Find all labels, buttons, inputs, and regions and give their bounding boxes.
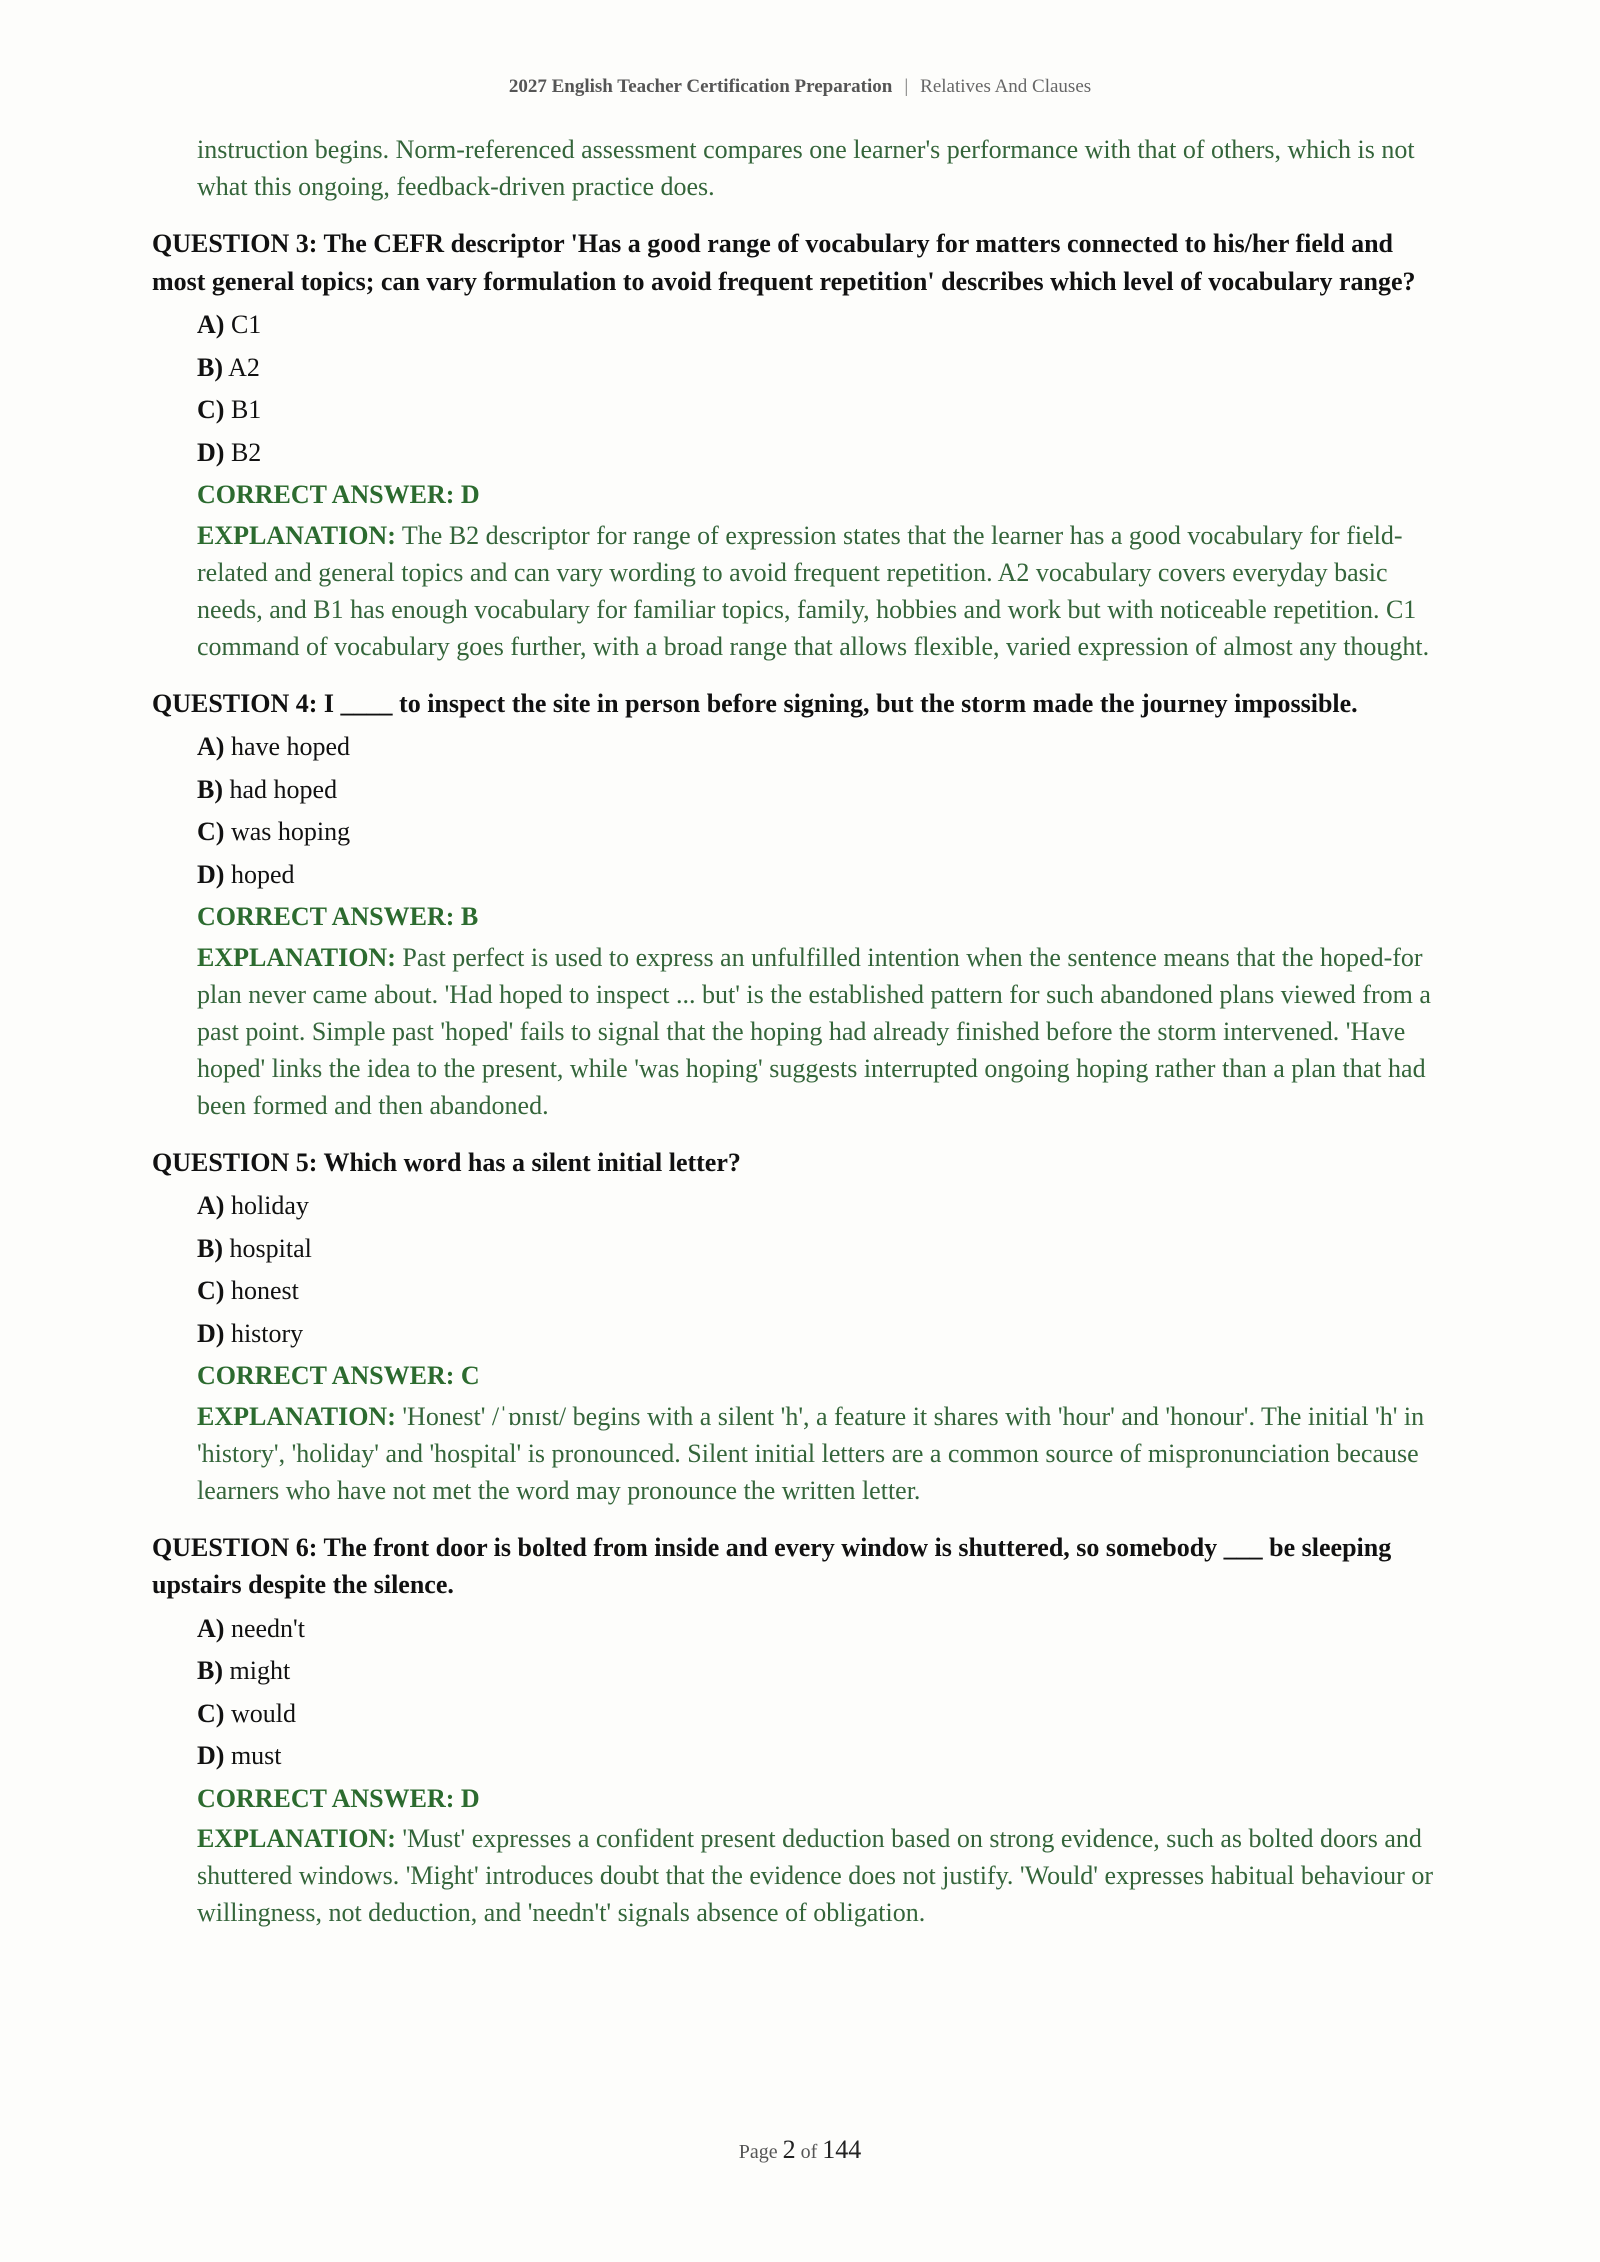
option-list: [152, 726, 1452, 896]
option-b: [197, 1650, 1452, 1693]
total-pages: 144: [822, 2135, 862, 2164]
option-letter: A): [197, 732, 225, 761]
option-letter: D): [197, 1318, 225, 1348]
option-a: [197, 1185, 1452, 1228]
explanation-label: EXPLANATION:: [197, 520, 396, 550]
current-page-number: 2: [782, 2135, 796, 2164]
option-c: [197, 1270, 1452, 1313]
question-block-5: [152, 1144, 1452, 1509]
option-letter: D): [197, 1741, 225, 1770]
option-text: would: [230, 1698, 296, 1728]
option-c: [197, 389, 1452, 432]
option-text: had hoped: [229, 774, 338, 804]
option-text: needn't: [230, 1613, 305, 1643]
option-b: [197, 1228, 1452, 1271]
option-text: have hoped: [230, 732, 351, 761]
option-b: [197, 347, 1452, 390]
option-text: holiday: [230, 1191, 309, 1220]
option-text: A2: [228, 352, 260, 382]
option-letter: C): [197, 817, 225, 846]
page-label: Page: [738, 2141, 778, 2163]
explanation-text: Past perfect is used to express an unfulfilled intention when the sentence means that the hoped-for plan never came about. 'Had hoped to inspect ... but' is the established pattern for such abandoned plans viewed from a past point. Simple past 'hoped' fails to signal that the hoping had already finished before the storm intervened. 'Have hoped' links the idea to the present, while 'was hoping' suggests interrupted ongoing hoping rather than a plan that had been formed and then abandoned.: [197, 942, 1431, 1120]
option-letter: A): [197, 1191, 225, 1220]
explanation-label: EXPLANATION:: [197, 1401, 396, 1431]
option-text: C1: [230, 310, 262, 339]
question-block-6: [152, 1529, 1452, 1932]
option-d: [197, 854, 1452, 897]
option-text: might: [229, 1656, 291, 1685]
question-stem: QUESTION 5: Which word has a silent initial letter?: [152, 1147, 741, 1177]
option-text: must: [230, 1741, 282, 1770]
explanation-label: EXPLANATION:: [197, 942, 396, 972]
header-separator: |: [904, 76, 909, 97]
option-a: [197, 1608, 1452, 1651]
option-letter: A): [197, 310, 225, 339]
option-text: hoped: [230, 859, 295, 889]
option-a: [197, 726, 1452, 769]
option-letter: B): [197, 1656, 223, 1685]
explanation: [152, 939, 1452, 1124]
option-a: [197, 304, 1452, 347]
explanation-text: 'Honest' /ˈɒnɪst/ begins with a silent 'h', a feature it shares with 'hour' and 'honour'. The initial 'h' in 'history', 'holiday' and 'hospital' is pronounced. Silent initial letters are a common source of mispronunciation because learners who have not met the word may pronounce the written letter.: [197, 1401, 1425, 1505]
option-d: [197, 1735, 1452, 1778]
page-of-label: of: [800, 2141, 818, 2163]
spacer: [152, 1124, 1452, 1144]
spacer: [152, 1509, 1452, 1529]
option-text: history: [230, 1318, 304, 1348]
option-b: [197, 769, 1452, 812]
spacer: [152, 665, 1452, 685]
question-stem: QUESTION 6: The front door is bolted from inside and every window is shuttered, so somebody ___ be sleeping upstairs despite the silence.: [152, 1532, 1392, 1599]
option-letter: C): [197, 395, 225, 424]
correct-answer: CORRECT ANSWER: D: [197, 1783, 480, 1813]
explanation-text: The B2 descriptor for range of expression states that the learner has a good vocabulary for field-related and general topics and can vary wording to avoid frequent repetition. A2 vocabulary covers everyday basic needs, and B1 has enough vocabulary for familiar topics, family, hobbies and work but with noticeable repetition. C1 command of vocabulary goes further, with a broad range that allows flexible, varied expression of almost any thought.: [197, 520, 1430, 661]
correct-answer: CORRECT ANSWER: B: [197, 902, 479, 931]
question-stem: QUESTION 4: I ____ to inspect the site in person before signing, but the storm made the journey impossible.: [152, 688, 1358, 718]
page-header: [0, 76, 1600, 98]
option-list: [152, 1185, 1452, 1355]
explanation: [152, 1398, 1452, 1509]
option-letter: B): [197, 774, 223, 804]
option-letter: C): [197, 1698, 225, 1728]
section-title: Relatives And Clauses: [920, 76, 1092, 97]
option-list: [152, 304, 1452, 474]
option-text: honest: [230, 1276, 299, 1305]
option-letter: B): [197, 352, 223, 382]
explanation: [152, 517, 1452, 665]
option-letter: D): [197, 437, 225, 467]
option-text: was hoping: [230, 817, 351, 846]
correct-answer: CORRECT ANSWER: D: [197, 480, 480, 509]
option-letter: B): [197, 1233, 223, 1263]
option-text: B1: [230, 395, 262, 424]
question-stem: QUESTION 3: The CEFR descriptor 'Has a good range of vocabulary for matters connected to his/her field and most general topics; can vary formulation to avoid frequent repetition' describes which level of vocabulary range?: [152, 229, 1416, 296]
carryover-explanation: instruction begins. Norm-referenced assessment compares one learner's performance with that of others, which is not what this ongoing, feedback-driven practice does.: [197, 135, 1415, 201]
option-text: hospital: [229, 1233, 312, 1263]
option-c: [197, 1693, 1452, 1736]
question-block-3: [152, 225, 1452, 665]
page-content: [152, 131, 1452, 1931]
spacer: [152, 205, 1452, 225]
option-letter: C): [197, 1276, 225, 1305]
option-letter: A): [197, 1613, 225, 1643]
explanation-text: 'Must' expresses a confident present deduction based on strong evidence, such as bolted doors and shuttered windows. 'Might' introduces doubt that the evidence does not justify. 'Would' expresses habitual behaviour or willingness, not deduction, and 'needn't' signals absence of obligation.: [197, 1824, 1433, 1927]
option-d: [197, 1313, 1452, 1356]
correct-answer: CORRECT ANSWER: C: [197, 1361, 480, 1390]
explanation: [152, 1820, 1452, 1931]
option-list: [152, 1608, 1452, 1778]
page-footer: [0, 2135, 1600, 2165]
option-d: [197, 432, 1452, 475]
option-letter: D): [197, 859, 225, 889]
document-title: 2027 English Teacher Certification Preparation: [508, 76, 893, 97]
explanation-label: EXPLANATION:: [197, 1824, 396, 1853]
option-c: [197, 811, 1452, 854]
option-text: B2: [230, 437, 262, 467]
question-block-4: [152, 685, 1452, 1124]
